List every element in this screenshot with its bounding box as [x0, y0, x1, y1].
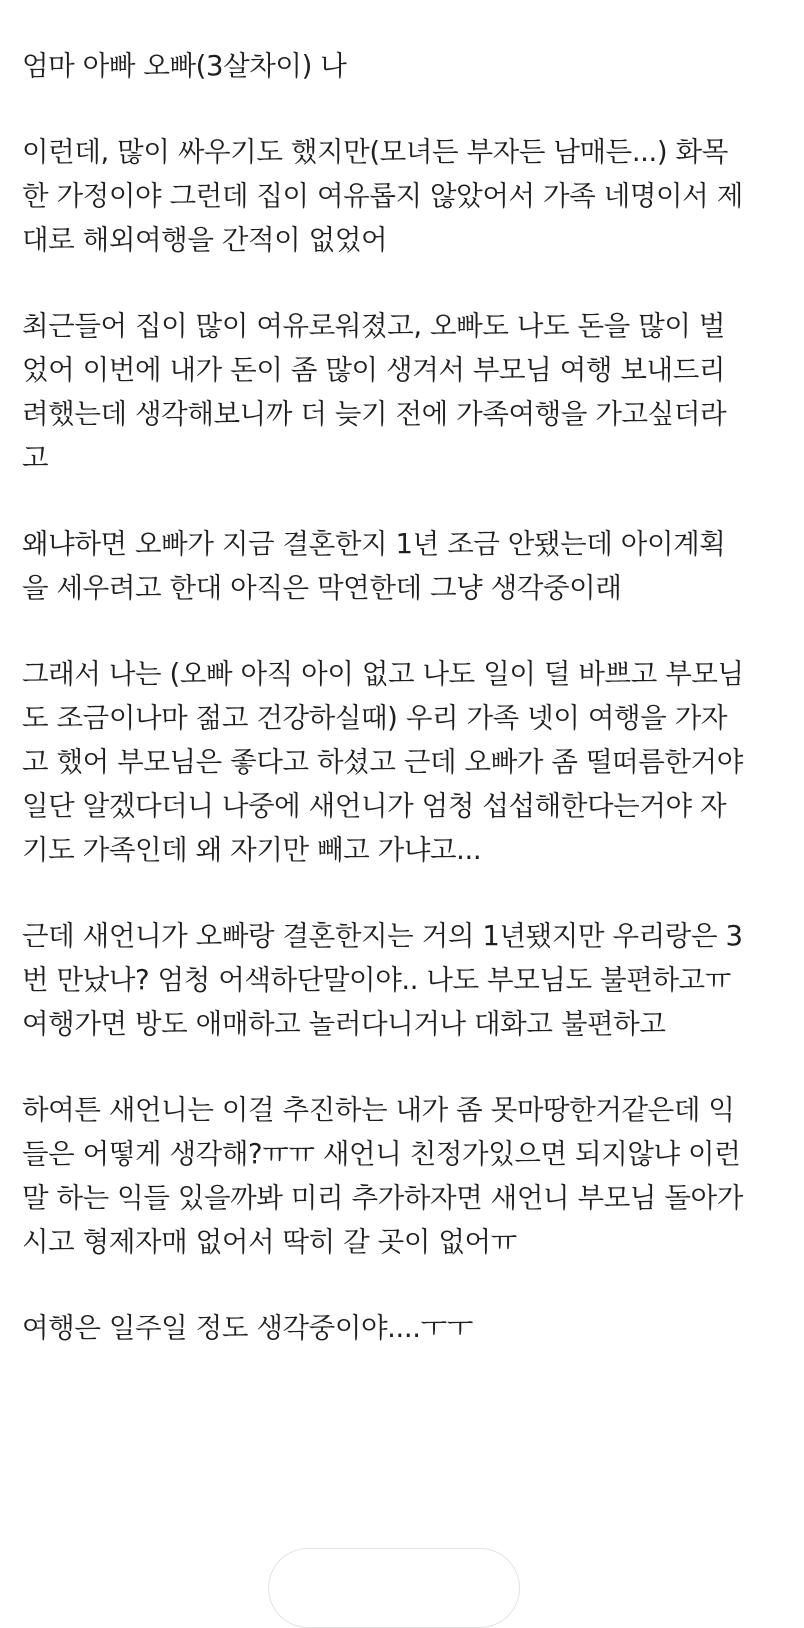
text-line: 이런데, 많이 싸우기도 했지만(모녀든 부자든 남매든...) 화목 [22, 136, 728, 168]
text-line: 엄마 아빠 오빠(3살차이) 나 [22, 50, 347, 82]
paragraph-2 [22, 130, 782, 262]
text-line: 번 만났나? 엄청 어색하단말이야.. 나도 부모님도 불편하고ㅠ [22, 964, 731, 996]
paragraph-7 [22, 1088, 782, 1264]
text-line: 기도 가족인데 왜 자기만 빼고 가냐고... [22, 834, 482, 866]
text-line: 을 세우려고 한대 아직은 막연한데 그냥 생각중이래 [22, 572, 622, 604]
paragraph-5 [22, 652, 782, 872]
text-line: 최근들어 집이 많이 여유로워졌고, 오빠도 나도 돈을 많이 벌 [22, 310, 726, 342]
text-line: 근데 새언니가 오빠랑 결혼한지는 거의 1년됐지만 우리랑은 3 [22, 920, 743, 952]
text-line: 한 가정이야 그런데 집이 여유롭지 않았어서 가족 네명이서 제 [22, 180, 743, 212]
paragraph-3 [22, 304, 782, 480]
paragraph-8 [22, 1306, 782, 1350]
paragraph-6 [22, 914, 782, 1046]
text-line: 려했는데 생각해보니까 더 늦기 전에 가족여행을 가고싶더라 [22, 398, 727, 430]
text-line: 말 하는 익들 있을까봐 미리 추가하자면 새언니 부모님 돌아가 [22, 1182, 743, 1214]
text-line: 여행가면 방도 애매하고 놀러다니거나 대화고 불편하고 [22, 1008, 666, 1040]
text-line: 그래서 나는 (오빠 아직 아이 없고 나도 일이 덜 바쁘고 부모님 [22, 658, 744, 690]
text-line: 대로 해외여행을 간적이 없었어 [22, 224, 388, 256]
text-line: 하여튼 새언니는 이걸 추진하는 내가 좀 못마땅한거같은데 익 [22, 1094, 735, 1126]
text-line: 여행은 일주일 정도 생각중이야....ㅜㅜ [22, 1312, 473, 1344]
text-line: 고 했어 부모님은 좋다고 하셨고 근데 오빠가 좀 떨떠름한거야 [22, 746, 743, 778]
text-line: 왜냐하면 오빠가 지금 결혼한지 1년 조금 안됐는데 아이계획 [22, 528, 726, 560]
text-line: 시고 형제자매 없어서 딱히 갈 곳이 없어ㅠ [22, 1226, 517, 1258]
paragraph-4 [22, 522, 782, 610]
text-line: 도 조금이나마 젊고 건강하실때) 우리 가족 넷이 여행을 가자 [22, 702, 728, 734]
text-line: 었어 이번에 내가 돈이 좀 많이 생겨서 부모님 여행 보내드리 [22, 354, 726, 386]
post-body [22, 44, 782, 1350]
text-line: 들은 어떻게 생각해?ㅠㅠ 새언니 친정가있으면 되지않냐 이런 [22, 1138, 741, 1170]
text-line: 고 [22, 442, 49, 474]
bottom-action-pill[interactable] [268, 1548, 520, 1628]
text-line: 일단 알겠다더니 나중에 새언니가 엄청 섭섭해한다는거야 자 [22, 790, 727, 822]
paragraph-1 [22, 44, 782, 88]
